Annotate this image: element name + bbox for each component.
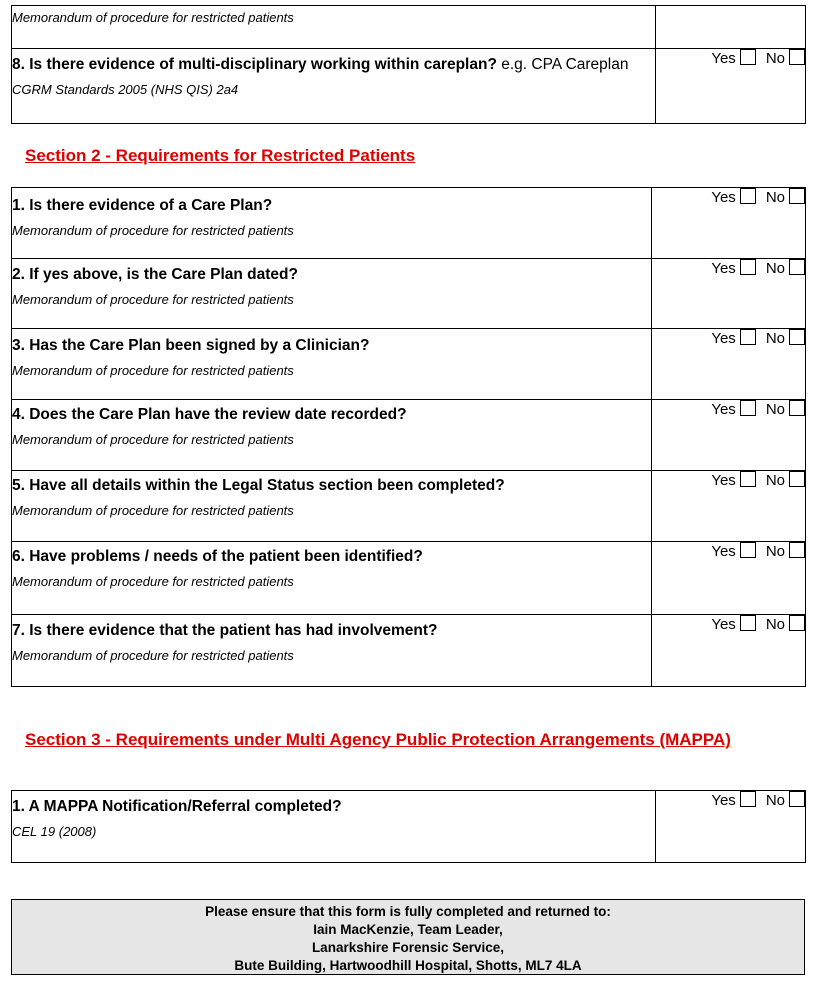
section-2-answer-cell-2 [652,259,806,329]
answer-cell-q8 [656,49,806,124]
section-2-question-7: 7. Is there evidence that the patient has had involvement? [12,622,438,639]
section-2-question-6: 6. Have problems / needs of the patient been identified? [12,548,423,565]
no-checkbox-q8[interactable] [789,49,805,65]
section-3-title: Section 3 - Requirements under Multi Agency Public Protection Arrangements (MAPPA) [25,730,731,749]
no-label: No [765,260,785,277]
section-2-question-cell-1 [12,188,652,259]
no-label: No [765,616,785,633]
section-2-question-cell-5 [12,471,652,542]
section-3-reference-1: CEL 19 (2008) [12,824,97,839]
section-2-table [11,187,806,687]
yes-label: Yes [711,189,736,206]
yes-label: Yes [711,260,736,277]
section-3-question-1: 1. A MAPPA Notification/Referral completed? [12,798,342,815]
section-2-question-cell-2 [12,259,652,329]
carryover-cell [12,6,656,49]
top-question-table [11,5,806,124]
section-2-question-3: 3. Has the Care Plan been signed by a Clinician? [12,337,370,354]
no-label: No [765,189,785,206]
section-2-answer-cell-1 [652,188,806,259]
yes-label: Yes [711,616,736,633]
no-label: No [765,50,785,67]
yes-checkbox-s2-q4[interactable] [740,400,756,416]
section-2-reference-3: Memorandum of procedure for restricted patients [12,363,294,378]
section-2-question-5: 5. Have all details within the Legal Status section been completed? [12,477,505,494]
section-2-question-2: 2. If yes above, is the Care Plan dated? [12,266,298,283]
question-q8-extra: e.g. CPA Careplan [501,56,629,73]
section-2-reference-2: Memorandum of procedure for restricted patients [12,292,294,307]
question-text-q8 [12,55,655,74]
section-2-answer-cell-3 [652,329,806,400]
yes-label: Yes [711,330,736,347]
yes-checkbox-s2-q5[interactable] [740,471,756,487]
section-2-reference-7: Memorandum of procedure for restricted patients [12,648,294,663]
yes-label: Yes [711,792,736,809]
carryover-answer-cell [656,6,806,49]
yes-checkbox-q8[interactable] [740,49,756,65]
no-label: No [765,401,785,418]
section-2-reference-1: Memorandum of procedure for restricted patients [12,223,294,238]
footer-line-1: Please ensure that this form is fully completed and returned to: [205,904,611,919]
no-label: No [765,543,785,560]
carryover-reference: Memorandum of procedure for restricted patients [12,10,294,25]
yes-checkbox-s2-q2[interactable] [740,259,756,275]
section-2-answer-cell-6 [652,542,806,615]
section-2-question-cell-7 [12,615,652,687]
section-2-question-cell-6 [12,542,652,615]
no-checkbox-s2-q4[interactable] [789,400,805,416]
footer-line-2: Iain MacKenzie, Team Leader, [313,922,503,937]
yes-label: Yes [711,472,736,489]
section-2-answer-cell-5 [652,471,806,542]
question-reference-q8: CGRM Standards 2005 (NHS QIS) 2a4 [12,82,239,97]
footer-line-4: Bute Building, Hartwoodhill Hospital, Shotts, ML7 4LA [234,958,582,973]
section-3-table [11,790,806,863]
no-label: No [765,330,785,347]
section-2-reference-4: Memorandum of procedure for restricted patients [12,432,294,447]
footer-bottom-rule [11,974,805,975]
yes-label: Yes [711,50,736,67]
yes-checkbox-s2-q6[interactable] [740,542,756,558]
section-2-question-cell-4 [12,400,652,471]
no-checkbox-s2-q5[interactable] [789,471,805,487]
section-3-answer-cell-1 [656,791,806,863]
section-2-question-cell-3 [12,329,652,400]
section-2-question-1: 1. Is there evidence of a Care Plan? [12,197,273,214]
yes-label: Yes [711,543,736,560]
section-2-reference-5: Memorandum of procedure for restricted patients [12,503,294,518]
section-2-reference-6: Memorandum of procedure for restricted patients [12,574,294,589]
yes-checkbox-s2-q7[interactable] [740,615,756,631]
section-3-question-cell-1 [12,791,656,863]
section-2-question-4: 4. Does the Care Plan have the review date recorded? [12,406,407,423]
no-checkbox-s3-q1[interactable] [789,791,805,807]
section-2-answer-cell-7 [652,615,806,687]
section-2-title: Section 2 - Requirements for Restricted Patients [25,146,416,165]
no-checkbox-s2-q6[interactable] [789,542,805,558]
footer-line-3: Lanarkshire Forensic Service, [311,940,505,955]
no-checkbox-s2-q3[interactable] [789,329,805,345]
yes-checkbox-s2-q3[interactable] [740,329,756,345]
question-q8-main: 8. Is there evidence of multi-disciplinary working within careplan? [12,56,497,73]
no-checkbox-s2-q2[interactable] [789,259,805,275]
return-instructions-box [11,899,805,975]
question-cell-q8 [12,49,656,124]
no-checkbox-s2-q7[interactable] [789,615,805,631]
section-2-answer-cell-4 [652,400,806,471]
yes-label: Yes [711,401,736,418]
no-label: No [765,792,785,809]
no-label: No [765,472,785,489]
no-checkbox-s2-q1[interactable] [789,188,805,204]
yes-checkbox-s2-q1[interactable] [740,188,756,204]
yes-checkbox-s3-q1[interactable] [740,791,756,807]
